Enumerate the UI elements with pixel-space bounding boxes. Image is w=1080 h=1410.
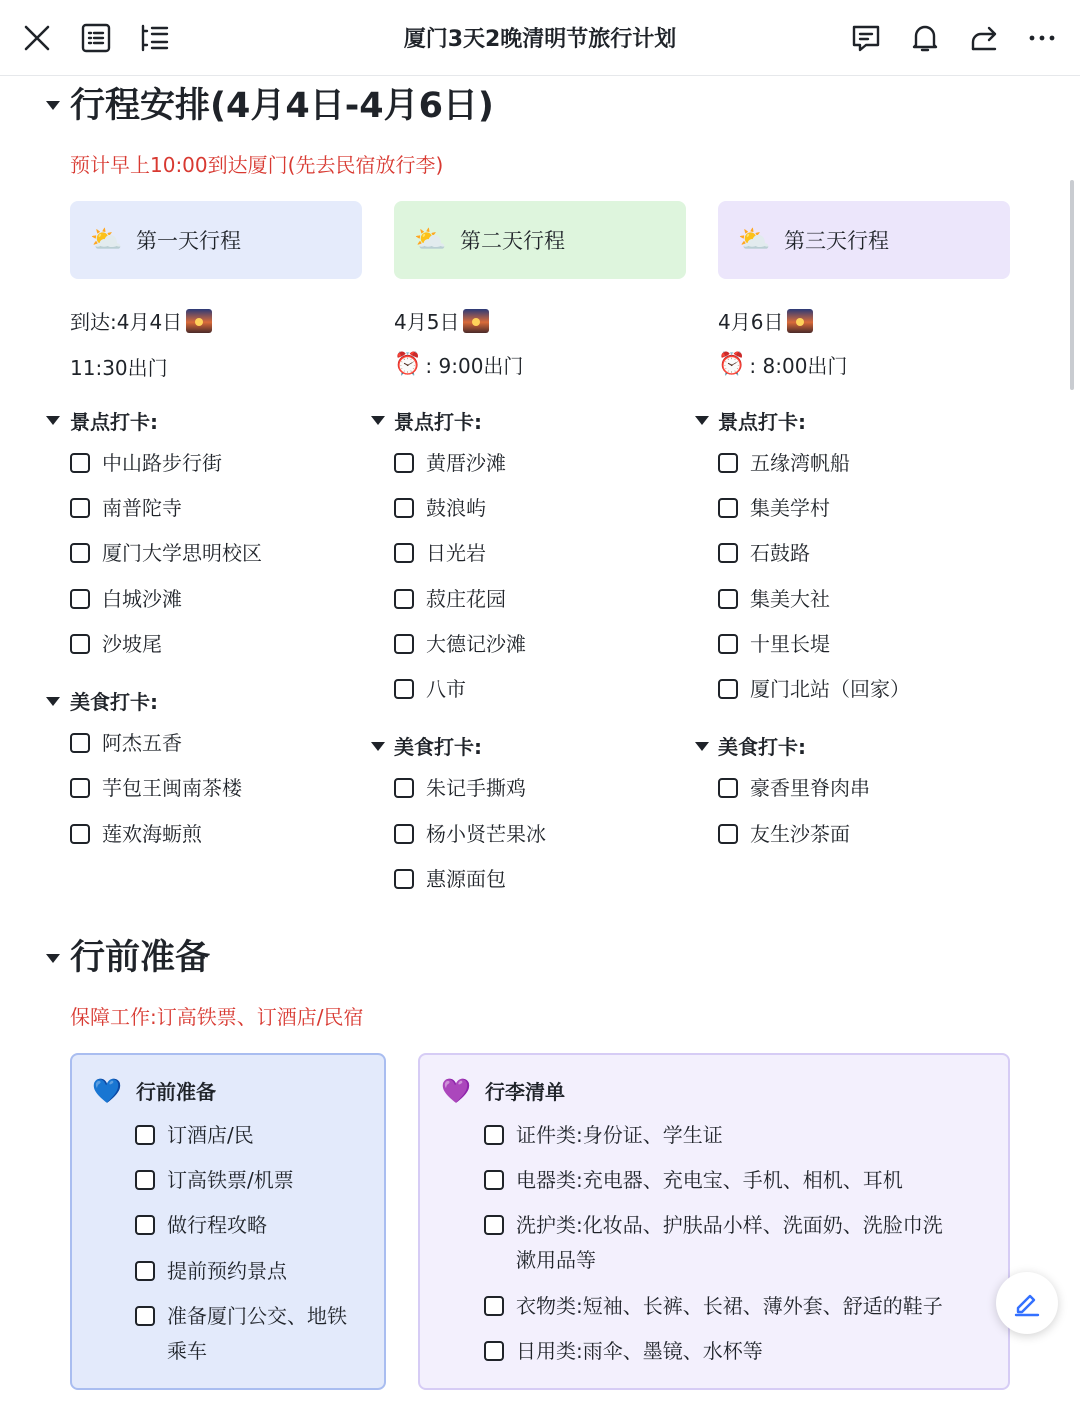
todo-item[interactable]: 朱记手撕鸡 — [394, 771, 526, 805]
todo-item[interactable]: 莲欢海蛎煎 — [70, 817, 202, 851]
checkbox[interactable] — [70, 634, 90, 654]
collapse-caret-icon[interactable] — [46, 101, 60, 110]
checkbox[interactable] — [718, 589, 738, 609]
comment-icon[interactable] — [846, 18, 886, 58]
checkbox[interactable] — [394, 778, 414, 798]
day3-date-text: 4月6日 — [718, 310, 784, 334]
prep-box-header — [92, 1076, 216, 1105]
prep-box-title: 行前准备 — [136, 1080, 216, 1104]
todo-item[interactable]: 订酒店/民 — [135, 1118, 254, 1152]
todo-item[interactable]: 十里长堤 — [718, 627, 830, 661]
checkbox[interactable] — [70, 733, 90, 753]
day1-spots-title: 景点打卡: — [70, 410, 158, 434]
collapse-caret-icon[interactable] — [371, 742, 385, 751]
toc-icon[interactable] — [135, 18, 175, 58]
todo-item[interactable]: 订高铁票/机票 — [135, 1163, 294, 1197]
collapse-caret-icon[interactable] — [46, 954, 60, 963]
checkbox[interactable] — [484, 1341, 504, 1361]
day3-card-label: 第三天行程 — [784, 229, 889, 253]
scrollbar[interactable] — [1070, 180, 1074, 390]
sunrise-icon — [186, 309, 212, 333]
todo-item[interactable]: 集美学村 — [718, 491, 830, 525]
alarm-clock-icon: ⏰ — [394, 352, 422, 377]
checkbox[interactable] — [135, 1215, 155, 1235]
day1-time: 11:30出门 — [70, 356, 168, 380]
todo-item[interactable]: 菽庄花园 — [394, 582, 506, 616]
todo-item[interactable]: 五缘湾帆船 — [718, 446, 850, 480]
todo-item[interactable]: 石鼓路 — [718, 536, 810, 570]
luggage-box-title: 行李清单 — [485, 1080, 565, 1104]
day1-date — [70, 306, 212, 335]
todo-item[interactable]: 友生沙茶面 — [718, 817, 850, 851]
checkbox[interactable] — [135, 1125, 155, 1145]
todo-item[interactable]: 南普陀寺 — [70, 491, 182, 525]
todo-item[interactable]: 厦门大学思明校区 — [70, 536, 262, 570]
edit-pencil-icon — [1011, 1287, 1043, 1319]
checkbox[interactable] — [484, 1296, 504, 1316]
day2-food-title: 美食打卡: — [394, 735, 482, 759]
todo-item[interactable]: 芋包王闽南茶楼 — [70, 771, 242, 805]
close-icon[interactable] — [17, 18, 57, 58]
todo-item[interactable]: 黄厝沙滩 — [394, 446, 506, 480]
checkbox[interactable] — [70, 778, 90, 798]
todo-item[interactable]: 洗护类:化妆品、护肤品小样、洗面奶、洗脸巾洗 — [484, 1208, 943, 1242]
collapse-caret-icon[interactable] — [46, 416, 60, 425]
day1-card-label: 第一天行程 — [136, 229, 241, 253]
checkbox[interactable] — [70, 589, 90, 609]
checkbox[interactable] — [394, 543, 414, 563]
checkbox[interactable] — [70, 498, 90, 518]
checkbox[interactable] — [394, 679, 414, 699]
todo-item[interactable]: 提前预约景点 — [135, 1254, 287, 1288]
collapse-caret-icon[interactable] — [46, 697, 60, 706]
section-title-preparation: 行前准备 — [70, 938, 211, 978]
checkbox[interactable] — [484, 1170, 504, 1190]
more-icon[interactable] — [1022, 18, 1062, 58]
day2-date-text: 4月5日 — [394, 310, 460, 334]
checkbox[interactable] — [394, 498, 414, 518]
todo-item[interactable]: 证件类:身份证、学生证 — [484, 1118, 723, 1152]
todo-item-continuation: 乘车 — [167, 1339, 207, 1363]
todo-item[interactable]: 电器类:充电器、充电宝、手机、相机、耳机 — [484, 1163, 903, 1197]
day1-food-title: 美食打卡: — [70, 690, 158, 714]
arrival-note: 预计早上10:00到达厦门(先去民宿放行李) — [70, 153, 444, 177]
todo-item[interactable]: 沙坡尾 — [70, 627, 162, 661]
blue-heart-icon: 💙 — [92, 1076, 122, 1105]
cloud-sun-icon: ⛅ — [90, 225, 123, 255]
checkbox[interactable] — [718, 679, 738, 699]
checkbox[interactable] — [718, 453, 738, 473]
todo-item[interactable]: 大德记沙滩 — [394, 627, 526, 661]
preparation-note: 保障工作:订高铁票、订酒店/民宿 — [70, 1005, 364, 1029]
todo-item[interactable]: 集美大社 — [718, 582, 830, 616]
todo-item[interactable]: 豪香里脊肉串 — [718, 771, 870, 805]
day3-food-title: 美食打卡: — [718, 735, 806, 759]
collapse-caret-icon[interactable] — [695, 742, 709, 751]
collapse-caret-icon[interactable] — [371, 416, 385, 425]
luggage-box-header — [441, 1076, 565, 1105]
cloud-sun-icon: ⛅ — [414, 225, 447, 255]
day2-time-text: : 9:00出门 — [425, 354, 524, 378]
day2-card — [394, 201, 686, 279]
todo-item[interactable]: 八市 — [394, 672, 466, 706]
checkbox[interactable] — [394, 824, 414, 844]
checkbox[interactable] — [484, 1125, 504, 1145]
checkbox[interactable] — [394, 869, 414, 889]
checkbox[interactable] — [394, 634, 414, 654]
edit-button[interactable] — [996, 1272, 1058, 1334]
day2-date — [394, 306, 489, 335]
checkbox[interactable] — [484, 1215, 504, 1235]
todo-item[interactable]: 日用类:雨伞、墨镜、水杯等 — [484, 1334, 763, 1368]
outline-icon[interactable] — [76, 18, 116, 58]
checkbox[interactable] — [718, 824, 738, 844]
checkbox[interactable] — [70, 543, 90, 563]
share-icon[interactable] — [964, 18, 1004, 58]
day2-time — [394, 350, 523, 379]
day2-spots-title: 景点打卡: — [394, 410, 482, 434]
todo-item[interactable]: 中山路步行街 — [70, 446, 222, 480]
todo-item[interactable]: 做行程攻略 — [135, 1208, 267, 1242]
checkbox[interactable] — [718, 543, 738, 563]
checkbox[interactable] — [135, 1261, 155, 1281]
day3-spots-title: 景点打卡: — [718, 410, 806, 434]
section-title-itinerary: 行程安排(4月4日-4月6日) — [70, 86, 494, 126]
todo-item[interactable]: 鼓浪屿 — [394, 491, 486, 525]
day1-date-text: 到达:4月4日 — [70, 310, 183, 334]
day1-card — [70, 201, 362, 279]
day3-card — [718, 201, 1010, 279]
collapse-caret-icon[interactable] — [695, 416, 709, 425]
cloud-sun-icon: ⛅ — [738, 225, 771, 255]
checkbox[interactable] — [718, 498, 738, 518]
checkbox[interactable] — [70, 453, 90, 473]
checkbox[interactable] — [394, 589, 414, 609]
todo-item[interactable]: 准备厦门公交、地铁 — [135, 1299, 347, 1333]
checkbox[interactable] — [394, 453, 414, 473]
todo-item-continuation: 漱用品等 — [516, 1248, 596, 1272]
todo-item[interactable]: 白城沙滩 — [70, 582, 182, 616]
bell-icon[interactable] — [905, 18, 945, 58]
todo-item[interactable]: 阿杰五香 — [70, 726, 182, 760]
todo-item[interactable]: 惠源面包 — [394, 862, 506, 896]
sunrise-icon — [787, 309, 813, 333]
checkbox[interactable] — [718, 778, 738, 798]
checkbox[interactable] — [70, 824, 90, 844]
todo-item[interactable]: 日光岩 — [394, 536, 486, 570]
checkbox[interactable] — [135, 1306, 155, 1326]
purple-heart-icon: 💜 — [441, 1076, 471, 1105]
day2-card-label: 第二天行程 — [460, 229, 565, 253]
checkbox[interactable] — [135, 1170, 155, 1190]
alarm-clock-icon: ⏰ — [718, 352, 746, 377]
day3-date — [718, 306, 813, 335]
day3-time — [718, 350, 847, 379]
day3-time-text: : 8:00出门 — [749, 354, 848, 378]
todo-item[interactable]: 厦门北站（回家） — [718, 672, 910, 706]
sunrise-icon — [463, 309, 489, 333]
doc-title: 厦门3天2晚清明节旅行计划 — [403, 27, 677, 52]
todo-item[interactable]: 衣物类:短袖、长裤、长裙、薄外套、舒适的鞋子 — [484, 1289, 943, 1323]
top-bar — [0, 0, 1080, 76]
todo-item[interactable]: 杨小贤芒果冰 — [394, 817, 546, 851]
checkbox[interactable] — [718, 634, 738, 654]
